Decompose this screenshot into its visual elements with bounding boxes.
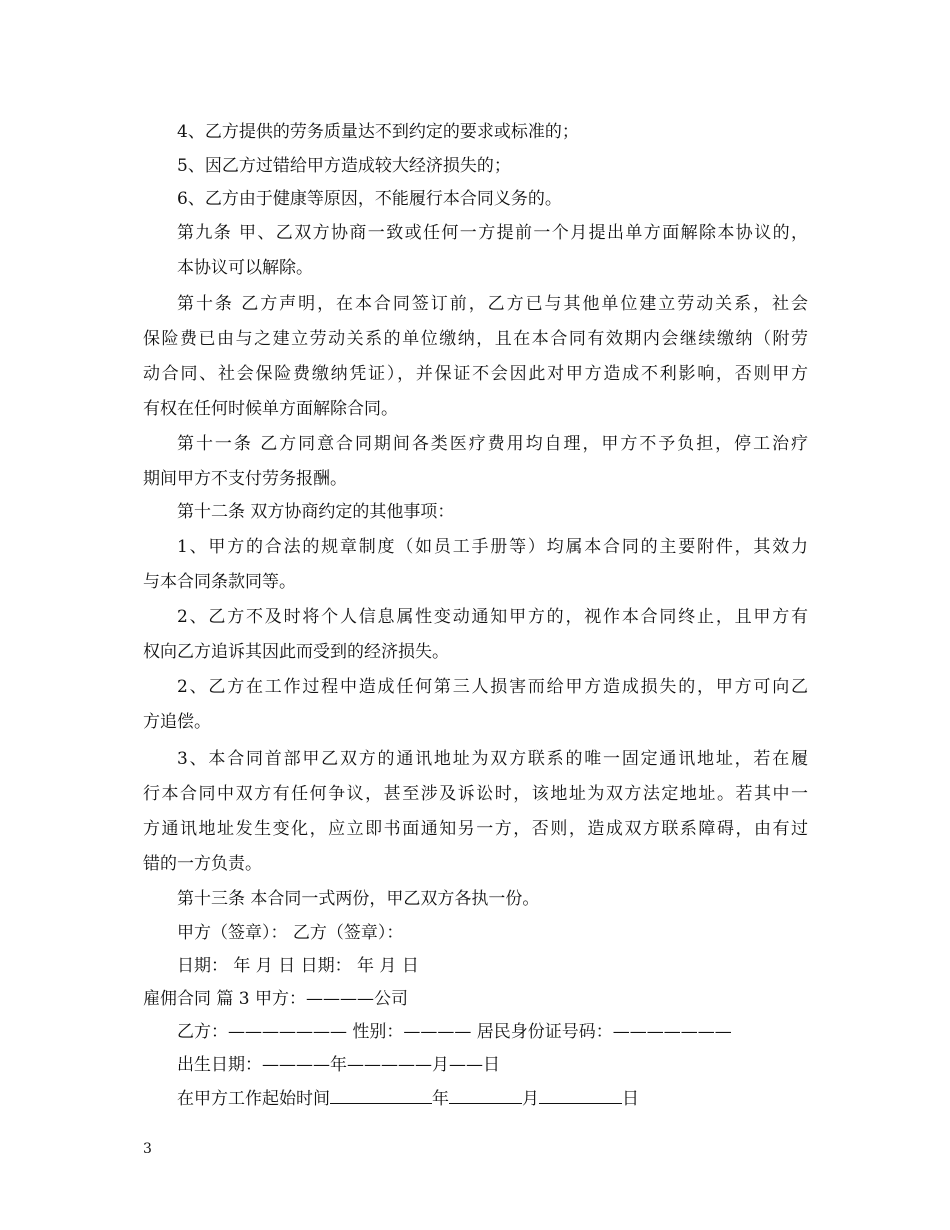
start-day-label: 日 xyxy=(622,1089,639,1109)
start-year-blank xyxy=(330,1087,432,1104)
article-12-item-2-line-1: 2、乙方不及时将个人信息属性变动通知甲方的，视作本合同终止，且甲方有 xyxy=(177,607,808,627)
article-9-line-2: 本协议可以解除。 xyxy=(177,258,313,278)
article-12-item-2b-line-2: 方追偿。 xyxy=(143,712,211,732)
article-10-line-4: 有权在任何时候单方面解除合同。 xyxy=(143,399,398,419)
article-12-item-2-line-2: 权向乙方追诉其因此而受到的经济损失。 xyxy=(143,642,449,662)
page-number: 3 xyxy=(143,1141,152,1157)
article-12-item-1-line-2: 与本合同条款同等。 xyxy=(143,572,296,592)
article-10-line-1: 第十条 乙方声明，在本合同签订前，乙方已与其他单位建立劳动关系，社会 xyxy=(177,294,808,314)
article-11-line-2: 期间甲方不支付劳务报酬。 xyxy=(143,469,347,489)
article-10-line-2: 保险费已由与之建立劳动关系的单位缴纳，且在本合同有效期内会继续缴纳（附劳 xyxy=(143,329,808,349)
article-9-line-1: 第九条 甲、乙双方协商一致或任何一方提前一个月提出单方面解除本协议的， xyxy=(177,223,808,243)
clause-item-5: 5、因乙方过错给甲方造成较大经济损失的； xyxy=(177,156,511,176)
article-13: 第十三条 本合同一式两份，甲乙双方各执一份。 xyxy=(177,889,540,909)
start-month-label: 月 xyxy=(522,1089,539,1109)
party-b-info: 乙方：——————— 性别：———— 居民身份证号码：——————— xyxy=(177,1022,732,1042)
birth-date-line: 出生日期：————年—————月——日 xyxy=(177,1055,500,1075)
article-12-item-3-line-1: 3、本合同首部甲乙双方的通讯地址为双方联系的唯一固定通讯地址，若在履 xyxy=(177,749,808,769)
signature-line: 甲方（签章）： 乙方（签章）： xyxy=(177,923,404,943)
start-month-blank xyxy=(449,1087,522,1104)
start-year-label: 年 xyxy=(432,1089,449,1109)
contract-3-heading: 雇佣合同 篇 3 甲方：————公司 xyxy=(143,989,409,1009)
article-12-item-3-line-4: 错的一方负责。 xyxy=(143,854,262,874)
article-12-heading: 第十二条 双方协商约定的其他事项： xyxy=(177,502,455,522)
article-10-line-3: 动合同、社会保险费缴纳凭证），并保证不会因此对甲方造成不利影响，否则甲方 xyxy=(143,364,808,384)
start-date-line xyxy=(177,1087,639,1110)
article-12-item-2b-line-1: 2、乙方在工作过程中造成任何第三人损害而给甲方造成损失的，甲方可向乙 xyxy=(177,677,808,697)
article-11-line-1: 第十一条 乙方同意合同期间各类医疗费用均自理，甲方不予负担，停工治疗 xyxy=(177,434,808,454)
clause-item-4: 4、乙方提供的劳务质量达不到约定的要求或标准的； xyxy=(177,122,579,142)
date-line: 日期： 年 月 日 日期： 年 月 日 xyxy=(177,956,419,976)
clause-item-6: 6、乙方由于健康等原因，不能履行本合同义务的。 xyxy=(177,189,562,209)
start-day-blank xyxy=(539,1087,622,1104)
article-12-item-3-line-2: 行本合同中双方有任何争议，甚至涉及诉讼时，该地址为双方法定地址。若其中一 xyxy=(143,784,808,804)
start-date-label: 在甲方工作起始时间 xyxy=(177,1089,330,1109)
article-12-item-3-line-3: 方通讯地址发生变化，应立即书面通知另一方，否则，造成双方联系障碍，由有过 xyxy=(143,819,808,839)
article-12-item-1-line-1: 1、甲方的合法的规章制度（如员工手册等）均属本合同的主要附件，其效力 xyxy=(177,537,808,557)
